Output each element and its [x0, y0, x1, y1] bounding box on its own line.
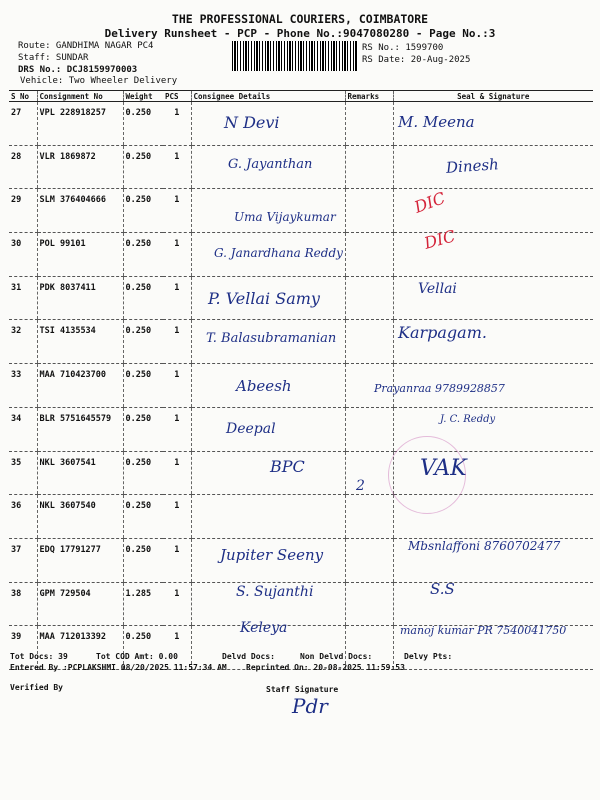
consignee-handwriting: Uma Vijaykumar [234, 210, 336, 224]
staff-signature-handwriting: Pdr [292, 694, 328, 718]
row-remarks-cell [345, 407, 393, 451]
row-pcs: 1 [163, 233, 191, 277]
row-consignment: EDQ 17791277 [37, 538, 123, 582]
col-signature: Seal & Signature [393, 91, 593, 102]
row-pcs: 1 [163, 102, 191, 146]
consignee-handwriting: BPC [270, 457, 305, 476]
row-pcs: 1 [163, 320, 191, 364]
signature-handwriting: 2 [356, 478, 365, 494]
row-pcs: 1 [163, 407, 191, 451]
row-pcs: 1 [163, 582, 191, 626]
row-weight: 0.250 [123, 320, 163, 364]
table-row [9, 102, 593, 146]
row-weight: 0.250 [123, 407, 163, 451]
table-header [9, 91, 593, 102]
company-name: THE PROFESSIONAL COURIERS, COIMBATORE [171, 12, 429, 26]
reprinted-on: Reprinted On: 20-08-2025 11:59:53 [246, 663, 405, 672]
row-remarks-cell [345, 320, 393, 364]
rs-number: RS No.: 1599700 [362, 43, 444, 53]
row-pcs: 1 [163, 626, 191, 670]
col-consignee: Consignee Details [191, 91, 345, 102]
vehicle-label: Vehicle: Two Wheeler Delivery [20, 76, 178, 86]
staff-label: Staff: SUNDAR [18, 53, 89, 63]
row-consignment: BLR 5751645579 [37, 407, 123, 451]
signature-handwriting: Prayanraa 9789928857 [374, 382, 505, 395]
row-weight: 0.250 [123, 276, 163, 320]
rs-date: RS Date: 20-Aug-2025 [362, 55, 471, 65]
row-consignment: VPL 228918257 [37, 102, 123, 146]
row-weight: 0.250 [123, 626, 163, 670]
seal-stamp [388, 436, 466, 514]
consignee-handwriting: Abeesh [236, 377, 292, 395]
row-sno: 30 [9, 233, 37, 277]
row-sno: 35 [9, 451, 37, 495]
row-sno: 37 [9, 538, 37, 582]
col-remarks: Remarks [345, 91, 393, 102]
row-consignment: VLR 1869872 [37, 145, 123, 189]
consignee-handwriting: Keleya [240, 620, 288, 636]
consignee-handwriting: S. Sujanthi [236, 584, 314, 600]
col-consignment: Consignment No [37, 91, 123, 102]
signature-handwriting: Vellai [418, 281, 457, 297]
row-weight: 0.250 [123, 538, 163, 582]
sheet-title: Delivery Runsheet - PCP - Phone No.:9047080280 - Page No.:3 [104, 27, 496, 40]
signature-handwriting: DIC [411, 188, 448, 217]
delvd-docs: Delvd Docs: [222, 652, 275, 661]
row-remarks-cell [345, 582, 393, 626]
row-remarks-cell [345, 189, 393, 233]
row-signature-cell [393, 582, 593, 626]
row-pcs: 1 [163, 189, 191, 233]
route-label: Route: GANDHIMA NAGAR PC4 [18, 41, 154, 51]
barcode [232, 41, 358, 71]
delvy-pts: Delvy Pts: [404, 652, 453, 661]
signature-handwriting: DIC [422, 226, 458, 253]
col-pcs: PCS [163, 91, 191, 102]
row-sno: 34 [9, 407, 37, 451]
signature-handwriting: Dinesh [445, 155, 500, 177]
row-remarks-cell [345, 451, 393, 495]
row-pcs: 1 [163, 495, 191, 539]
signature-handwriting: Mbsnlaffoni 8760702477 [408, 539, 561, 553]
row-sno: 28 [9, 145, 37, 189]
row-pcs: 1 [163, 145, 191, 189]
verified-by: Verified By [10, 683, 63, 692]
row-remarks-cell [345, 233, 393, 277]
table-row [9, 407, 593, 451]
row-sno: 38 [9, 582, 37, 626]
row-pcs: 1 [163, 364, 191, 408]
row-pcs: 1 [163, 538, 191, 582]
consignee-handwriting: G. Janardhana Reddy [214, 246, 343, 260]
row-weight: 0.250 [123, 233, 163, 277]
row-weight: 0.250 [123, 364, 163, 408]
row-sno: 32 [9, 320, 37, 364]
col-weight: Weight [123, 91, 163, 102]
signature-handwriting: M. Meena [398, 113, 475, 131]
row-sno: 33 [9, 364, 37, 408]
row-sno: 29 [9, 189, 37, 233]
table-row [9, 364, 593, 408]
staff-signature-label: Staff Signature [266, 685, 339, 694]
entered-by: Entered By :PCPLAKSHMI 08/20/2025 11:57:34 AM [10, 663, 227, 672]
row-consignment: MAA 710423700 [37, 364, 123, 408]
row-consignment: POL 99101 [37, 233, 123, 277]
non-delvd-docs: Non Delvd Docs: [300, 652, 373, 661]
tot-cod: Tot COD Amt: 0.00 [96, 652, 178, 661]
consignee-handwriting: G. Jayanthan [228, 157, 313, 172]
row-remarks-cell [345, 145, 393, 189]
consignee-handwriting: T. Balasubramanian [206, 331, 337, 346]
row-remarks-cell [345, 102, 393, 146]
row-consignment: SLM 376404666 [37, 189, 123, 233]
row-weight: 0.250 [123, 145, 163, 189]
table-row [9, 495, 593, 539]
row-consignment: NKL 3607540 [37, 495, 123, 539]
row-remarks-cell [345, 538, 393, 582]
signature-handwriting: S.S [430, 580, 455, 598]
col-sno: S No [9, 91, 37, 102]
consignee-handwriting: Deepal [226, 421, 276, 437]
row-weight: 0.250 [123, 495, 163, 539]
row-weight: 0.250 [123, 451, 163, 495]
row-weight: 1.285 [123, 582, 163, 626]
row-consignment: GPM 729504 [37, 582, 123, 626]
consignee-handwriting: N Devi [224, 113, 280, 132]
row-consignment: MAA 712013392 [37, 626, 123, 670]
row-weight: 0.250 [123, 189, 163, 233]
signature-handwriting: VAK [420, 456, 467, 481]
signature-handwriting: manoj kumar PR 7540041750 [400, 624, 567, 637]
row-consignee-cell [191, 451, 345, 495]
row-weight: 0.250 [123, 102, 163, 146]
row-consignment: PDK 8037411 [37, 276, 123, 320]
drs-number: DRS No.: DCJ8159970003 [18, 65, 138, 75]
row-consignment: TSI 4135534 [37, 320, 123, 364]
consignee-handwriting: P. Vellai Samy [208, 289, 320, 308]
signature-handwriting: J. C. Reddy [440, 414, 496, 425]
row-consignment: NKL 3607541 [37, 451, 123, 495]
row-sno: 39 [9, 626, 37, 670]
row-remarks-cell [345, 276, 393, 320]
row-pcs: 1 [163, 276, 191, 320]
row-remarks-cell [345, 495, 393, 539]
consignee-handwriting: Jupiter Seeny [220, 546, 324, 564]
row-sno: 31 [9, 276, 37, 320]
row-sno: 27 [9, 102, 37, 146]
runsheet-table [9, 90, 593, 670]
row-pcs: 1 [163, 451, 191, 495]
signature-handwriting: Karpagam. [398, 323, 487, 342]
row-consignee-cell [191, 495, 345, 539]
tot-docs: Tot Docs: 39 [10, 652, 68, 661]
row-sno: 36 [9, 495, 37, 539]
